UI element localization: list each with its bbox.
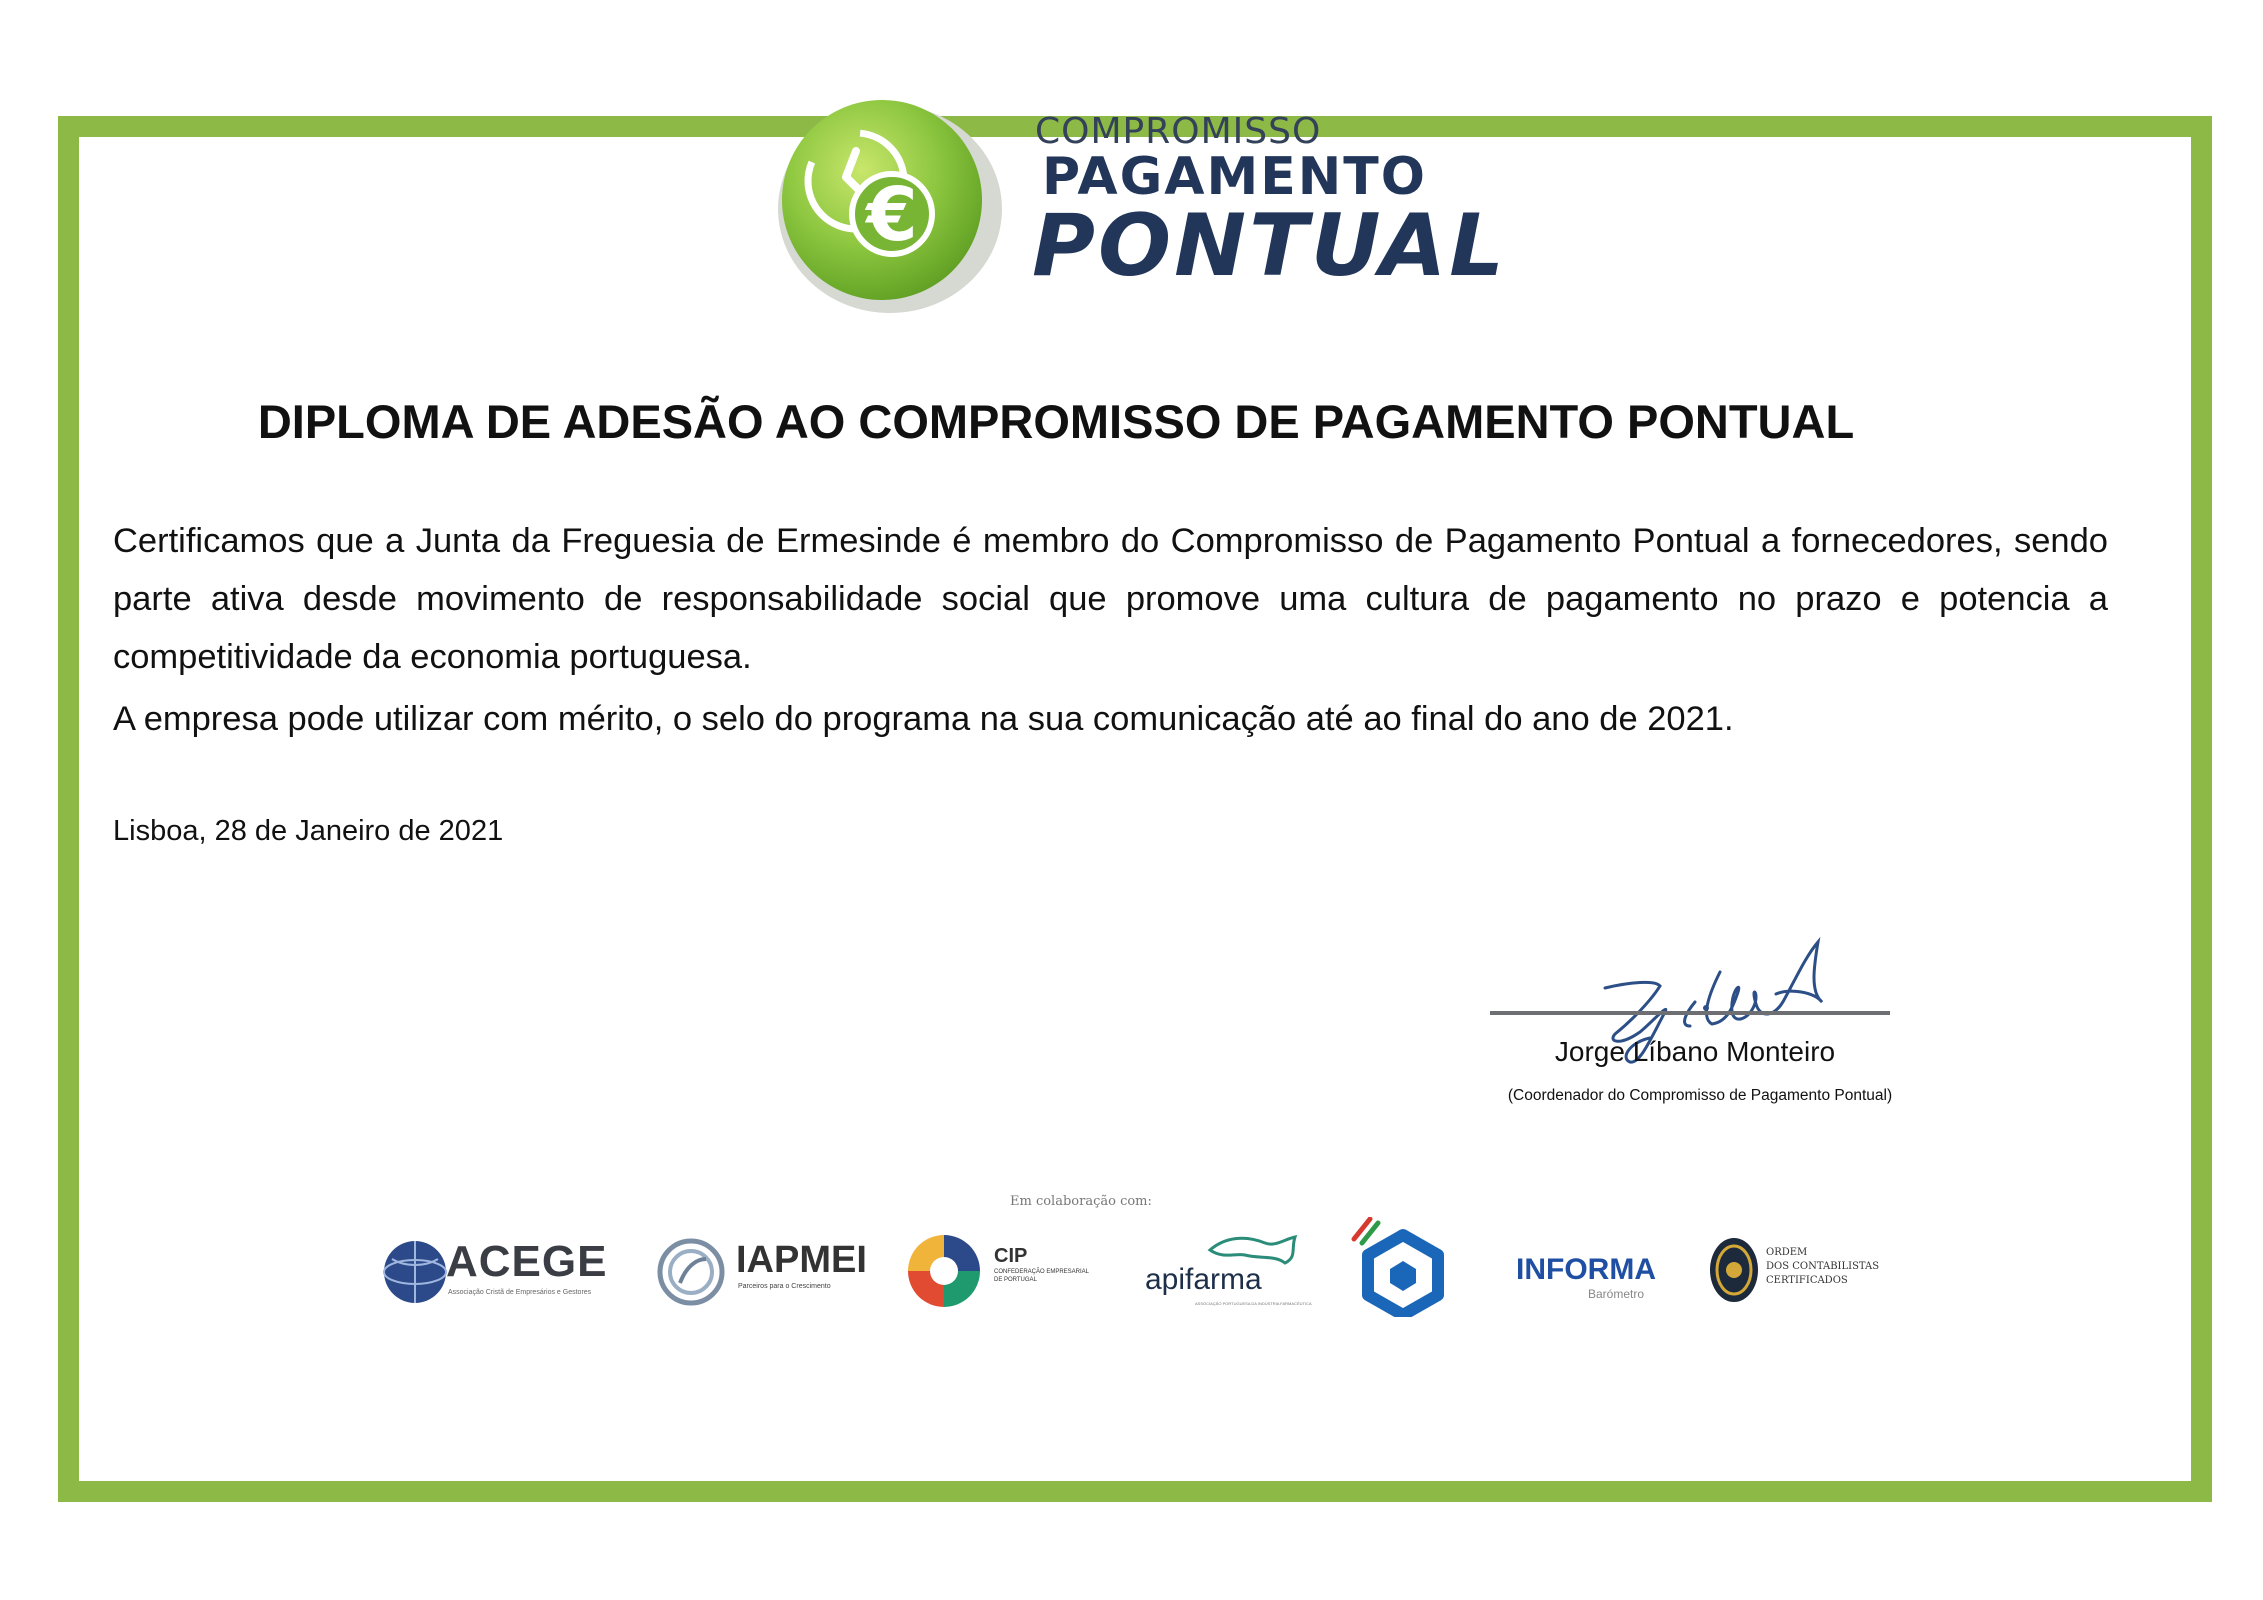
acege-tagline: Associação Cristã de Empresários e Gestores — [448, 1289, 592, 1296]
cgd-logo-icon — [1348, 1217, 1458, 1317]
cip-tagline-2: DE PORTUGAL — [994, 1277, 1037, 1283]
logo-text-pontual: PONTUAL — [1032, 196, 1508, 296]
signature-line — [1490, 1011, 1890, 1015]
apifarma-name: apifarma — [1145, 1263, 1262, 1296]
iapmei-name: IAPMEI — [736, 1239, 867, 1281]
compromisso-logo — [742, 79, 1508, 319]
svg-text:€: € — [866, 172, 918, 258]
occ-line3: CERTIFICADOS — [1766, 1275, 1848, 1286]
iapmei-logo — [656, 1225, 876, 1315]
diploma-body — [113, 512, 2108, 748]
collaboration-label: Em colaboração com: — [1010, 1194, 1152, 1209]
informa-name: INFORMA — [1516, 1253, 1656, 1286]
body-paragraph-1: Certificamos que a Junta da Freguesia de Ermesinde é membro do Compromisso de Pagamento Pontual a fornecedores, sendo parte ativa desde movimento de responsabilidade social que promove uma cultura de pagamento no prazo e potencia a competitividade da economia portuguesa. — [113, 522, 2108, 676]
informa-sub: Barómetro — [1588, 1287, 1645, 1301]
informa-logo — [1516, 1225, 1666, 1315]
logo-text-compromisso: COMPROMISSO — [1035, 111, 1322, 152]
occ-line1: ORDEM — [1766, 1247, 1808, 1258]
iapmei-swirl-icon — [656, 1237, 726, 1307]
cip-tagline-1: CONFEDERAÇÃO EMPRESARIAL — [994, 1269, 1090, 1275]
iapmei-tagline: Parceiros para o Crescimento — [738, 1283, 831, 1290]
globe-icon — [380, 1237, 450, 1307]
acege-name: ACEGE — [446, 1237, 608, 1286]
logo-text-pagamento: PAGAMENTO — [1042, 147, 1427, 207]
cip-emblem-icon — [904, 1231, 984, 1311]
cgd-logo — [1348, 1225, 1458, 1315]
apifarma-logo — [1145, 1225, 1315, 1315]
partner-logos — [300, 1225, 1900, 1315]
body-paragraph-2: A empresa pode utilizar com mérito, o selo do programa na sua comunicação até ao final do ano de 2021. — [113, 700, 1734, 738]
signatory-name: Jorge Líbano Monteiro — [1554, 1036, 1836, 1067]
signatory-role: (Coordenador do Compromisso de Pagamento Pontual) — [1507, 1087, 1893, 1104]
clock-euro-icon — [742, 79, 1022, 319]
issue-date: Lisboa, 28 de Janeiro de 2021 — [113, 815, 504, 847]
acege-logo — [380, 1225, 640, 1315]
diploma-title: DIPLOMA DE ADESÃO AO COMPROMISSO DE PAGAMENTO PONTUAL — [257, 395, 1855, 448]
cip-name: CIP — [994, 1245, 1028, 1267]
occ-logo — [1708, 1225, 1908, 1315]
apifarma-tagline: ASSOCIAÇÃO PORTUGUESA DA INDÚSTRIA FARMACÊUTICA — [1195, 1301, 1312, 1306]
cip-logo — [904, 1225, 1134, 1315]
occ-emblem-icon — [1708, 1235, 1760, 1305]
occ-line2: DOS CONTABILISTAS — [1766, 1261, 1880, 1272]
